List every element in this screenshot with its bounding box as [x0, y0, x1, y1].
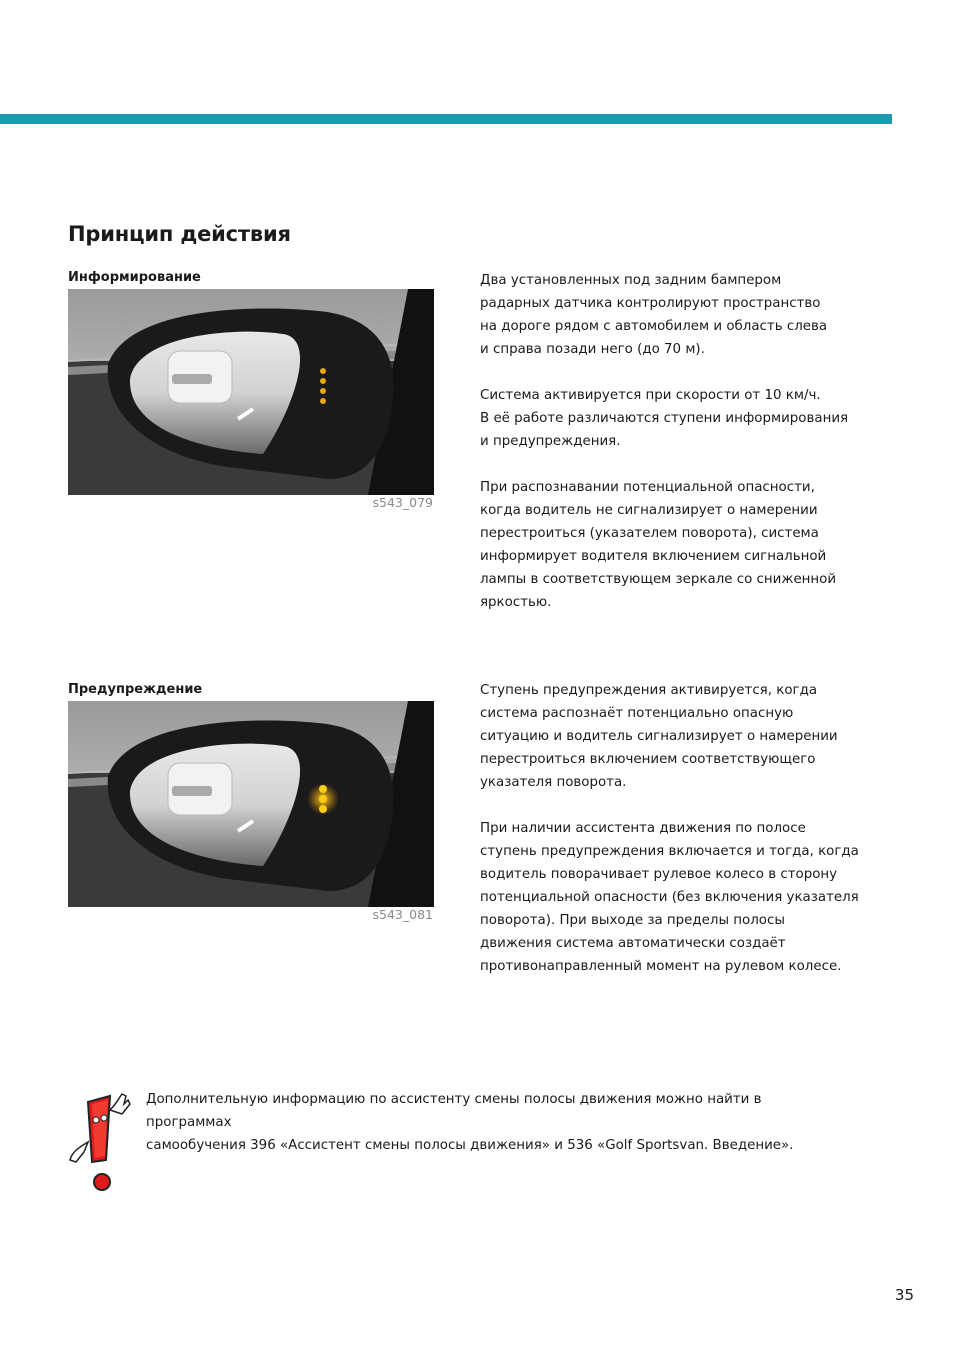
text-block-warning [480, 679, 880, 978]
header-accent-bar [0, 114, 892, 124]
figure-mirror-warning [68, 701, 434, 907]
text-block-informing [480, 269, 880, 614]
page-number: 35 [894, 1286, 914, 1304]
section-label-informing: Информирование [68, 270, 201, 285]
page-title: Принцип действия [68, 222, 291, 246]
car-reflection-icon [168, 351, 232, 403]
exclamation-mascot-icon [66, 1090, 134, 1194]
figure-caption: s543_081 [372, 907, 433, 922]
figure-mirror-informing [68, 289, 434, 495]
section-label-warning: Предупреждение [68, 682, 203, 697]
car-reflection-icon [168, 763, 232, 815]
paragraph: При распознавании потенциальной опасности, когда водитель не сигнализирует о намерении перестроиться (указателем поворота), система информирует водителя включением сигнальной лампы в соответствующем зеркале со сниженной яркостью. [480, 480, 837, 610]
paragraph: При наличии ассистента движения по полосе ступень предупреждения включается и тогда, когда водитель поворачивает рулевое колесо в сторону потенциальной опасности (без включения указателя поворота). При выходе за пределы полосы движения система автоматически создаёт противонаправленный момент на рулевом колесе. [480, 821, 859, 974]
paragraph: Ступень предупреждения активируется, когда система распознаёт потенциально опасную ситуацию и водитель сигнализирует о намерении перестроиться включением соответствующего указателя поворота. [480, 683, 838, 790]
paragraph: Два установленных под задним бампером радарных датчика контролируют пространство на дороге рядом с автомобилем и область слева и справа позади него (до 70 м). [480, 273, 828, 357]
note-text: Дополнительную информацию по ассистенту смены полосы движения можно найти в программах самообучения 396 «Ассистент смены полосы движения» и 536 «Golf Sportsvan. Введение». [146, 1092, 794, 1153]
paragraph: Система активируется при скорости от 10 км/ч. В её работе различаются ступени информирования и предупреждения. [480, 388, 849, 449]
figure-caption: s543_079 [372, 495, 433, 510]
warning-lamp-bright-icon [307, 783, 339, 815]
